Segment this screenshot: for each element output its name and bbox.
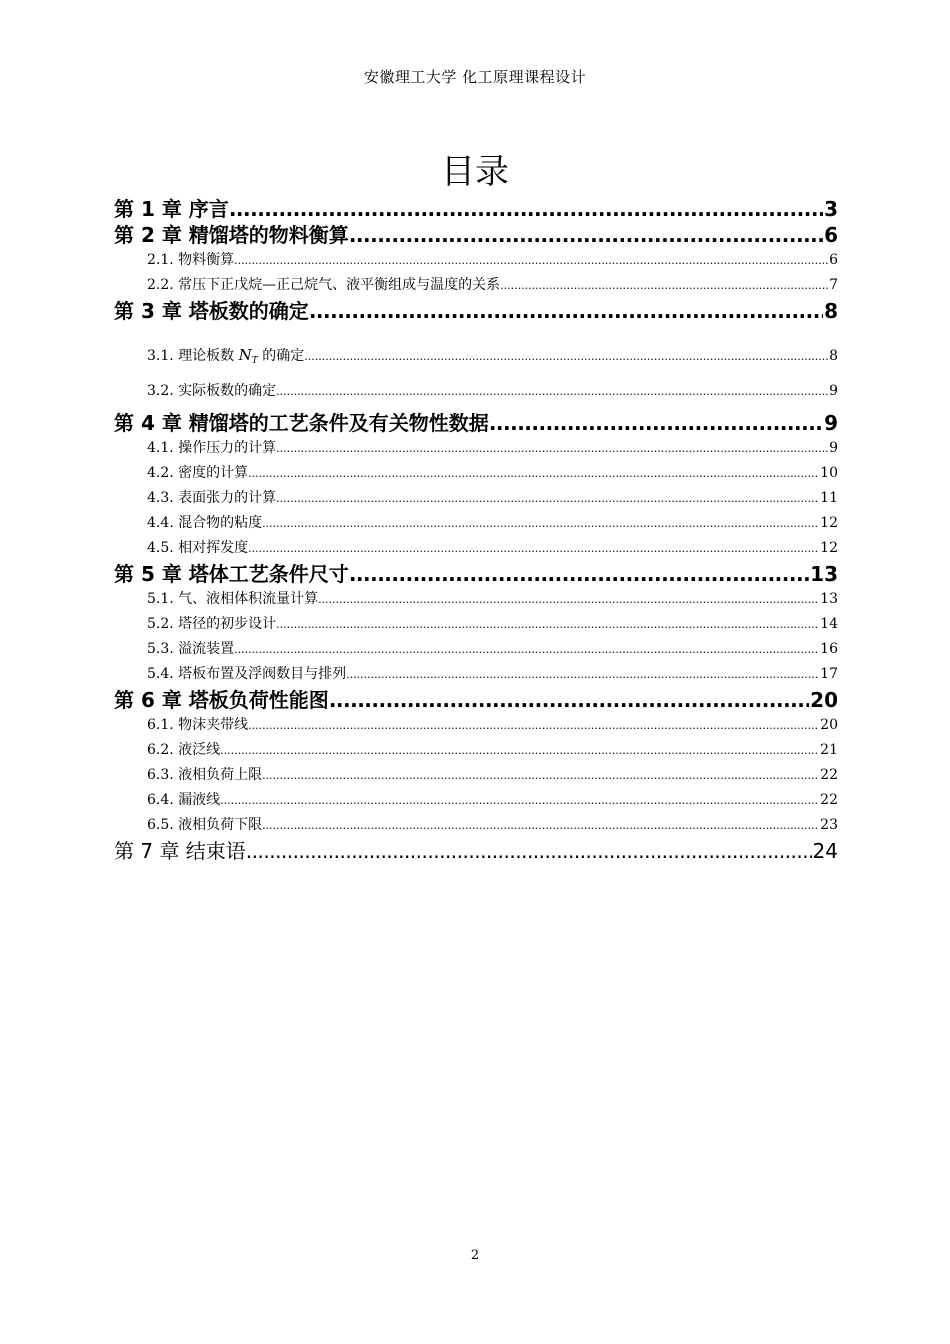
toc-label: 2.2. 常压下正戊烷—正己烷气、液平衡组成与温度的关系 xyxy=(147,277,501,293)
toc-label: 6.3. 液相负荷上限 xyxy=(147,767,263,783)
toc-section-4-4[interactable] xyxy=(114,511,838,536)
toc-title: 目录 xyxy=(441,152,509,192)
dot-leader xyxy=(220,738,819,763)
toc-page-number: 10 xyxy=(820,465,838,481)
toc-label: 6.4. 漏液线 xyxy=(147,792,221,808)
symbol-n: N xyxy=(238,346,252,364)
toc-page-number: 12 xyxy=(820,540,838,556)
toc-page-number: 9 xyxy=(829,440,838,456)
toc-section-4-3[interactable] xyxy=(114,486,838,511)
toc-label: 第 3 章 塔板数的确定 xyxy=(114,299,309,323)
toc-page-number: 13 xyxy=(810,562,838,586)
toc-page-number: 9 xyxy=(829,383,838,399)
toc-section-6-4[interactable] xyxy=(114,788,838,813)
toc-page-number: 23 xyxy=(820,817,838,833)
page-number: 2 xyxy=(470,1248,480,1263)
toc-label xyxy=(147,324,304,373)
toc-label: 5.1. 气、液相体积流量计算 xyxy=(147,591,319,607)
toc-label: 第 7 章 结束语 xyxy=(114,839,246,863)
toc-label: 5.2. 塔径的初步设计 xyxy=(147,616,277,632)
toc-section-5-2[interactable] xyxy=(114,612,838,637)
dot-leader xyxy=(276,612,819,637)
toc-label: 4.1. 操作压力的计算 xyxy=(147,440,277,456)
toc-section-3-2[interactable] xyxy=(114,373,838,410)
toc-page-number: 11 xyxy=(820,490,838,506)
dot-leader xyxy=(229,196,823,222)
dot-leader xyxy=(248,536,819,561)
toc-section-5-3[interactable] xyxy=(114,637,838,662)
toc-page-number: 13 xyxy=(820,591,838,607)
toc-section-6-1[interactable] xyxy=(114,713,838,738)
toc-page-number: 14 xyxy=(820,616,838,632)
toc-section-4-1[interactable] xyxy=(114,436,838,461)
toc-label: 第 2 章 精馏塔的物料衡算 xyxy=(114,223,349,247)
dot-leader xyxy=(276,373,828,410)
toc-page-number: 24 xyxy=(812,839,838,863)
toc-page-number: 21 xyxy=(820,742,838,758)
toc-label: 5.4. 塔板布置及浮阀数目与排列 xyxy=(147,666,347,682)
toc-section-6-3[interactable] xyxy=(114,763,838,788)
toc-chapter-3[interactable] xyxy=(114,298,838,324)
toc-chapter-4[interactable] xyxy=(114,410,838,436)
dot-leader xyxy=(349,222,823,248)
dot-leader xyxy=(262,763,819,788)
dot-leader xyxy=(500,273,828,298)
dot-leader xyxy=(276,436,828,461)
toc-label-suffix: 的确定 xyxy=(257,348,305,364)
dot-leader xyxy=(318,587,819,612)
toc-section-2-2[interactable] xyxy=(114,273,838,298)
dot-leader xyxy=(248,713,819,738)
symbol-subscript-t: T xyxy=(251,356,258,366)
toc-label: 6.1. 物沫夹带线 xyxy=(147,717,249,733)
dot-leader xyxy=(304,326,828,373)
dot-leader xyxy=(234,637,819,662)
dot-leader xyxy=(248,461,819,486)
toc-label: 第 1 章 序言 xyxy=(114,197,229,221)
toc-page-number: 22 xyxy=(820,767,838,783)
toc-chapter-2[interactable] xyxy=(114,222,838,248)
toc-label: 3.2. 实际板数的确定 xyxy=(147,383,277,399)
dot-leader xyxy=(246,838,812,864)
toc-label: 第 6 章 塔板负荷性能图 xyxy=(114,688,329,712)
toc-section-4-5[interactable] xyxy=(114,536,838,561)
toc-page-number: 22 xyxy=(820,792,838,808)
toc-chapter-7[interactable] xyxy=(114,838,838,864)
toc-label-prefix: 3.1. 理论板数 xyxy=(147,348,239,364)
toc-label: 第 5 章 塔体工艺条件尺寸 xyxy=(114,562,349,586)
toc-page-number: 8 xyxy=(824,299,838,323)
page-header: 安徽理工大学 化工原理课程设计 xyxy=(363,68,587,86)
toc-page-number: 6 xyxy=(824,223,838,247)
toc-label: 4.3. 表面张力的计算 xyxy=(147,490,277,506)
toc-section-2-1[interactable] xyxy=(114,248,838,273)
dot-leader xyxy=(262,511,819,536)
toc-label: 2.1. 物料衡算 xyxy=(147,252,235,268)
dot-leader xyxy=(349,561,809,587)
toc-label: 第 4 章 精馏塔的工艺条件及有关物性数据 xyxy=(114,411,489,435)
dot-leader xyxy=(220,788,819,813)
toc-page-number: 17 xyxy=(820,666,838,682)
toc-chapter-6[interactable] xyxy=(114,687,838,713)
dot-leader xyxy=(262,813,819,838)
toc-section-4-2[interactable] xyxy=(114,461,838,486)
toc-label: 4.4. 混合物的粘度 xyxy=(147,515,263,531)
dot-leader xyxy=(234,248,828,273)
toc-chapter-1[interactable] xyxy=(114,196,838,222)
toc-page-number: 3 xyxy=(824,197,838,221)
toc-label: 6.5. 液相负荷下限 xyxy=(147,817,263,833)
toc-label: 5.3. 溢流装置 xyxy=(147,641,235,657)
toc-section-5-4[interactable] xyxy=(114,662,838,687)
toc-label: 6.2. 液泛线 xyxy=(147,742,221,758)
toc-page-number: 8 xyxy=(829,348,838,364)
toc-label: 4.5. 相对挥发度 xyxy=(147,540,249,556)
dot-leader xyxy=(489,410,823,436)
toc-page-number: 7 xyxy=(829,277,838,293)
dot-leader xyxy=(309,298,823,324)
toc-section-6-5[interactable] xyxy=(114,813,838,838)
toc-chapter-5[interactable] xyxy=(114,561,838,587)
toc-section-5-1[interactable] xyxy=(114,587,838,612)
toc-section-6-2[interactable] xyxy=(114,738,838,763)
toc-page-number: 6 xyxy=(829,252,838,268)
toc-page-number: 20 xyxy=(820,717,838,733)
dot-leader xyxy=(346,662,819,687)
dot-leader xyxy=(276,486,819,511)
table-of-contents xyxy=(114,196,838,864)
toc-section-3-1[interactable] xyxy=(114,324,838,373)
toc-label: 4.2. 密度的计算 xyxy=(147,465,249,481)
dot-leader xyxy=(329,687,809,713)
toc-page-number: 20 xyxy=(810,688,838,712)
toc-page-number: 12 xyxy=(820,515,838,531)
toc-page-number: 9 xyxy=(824,411,838,435)
toc-page-number: 16 xyxy=(820,641,838,657)
